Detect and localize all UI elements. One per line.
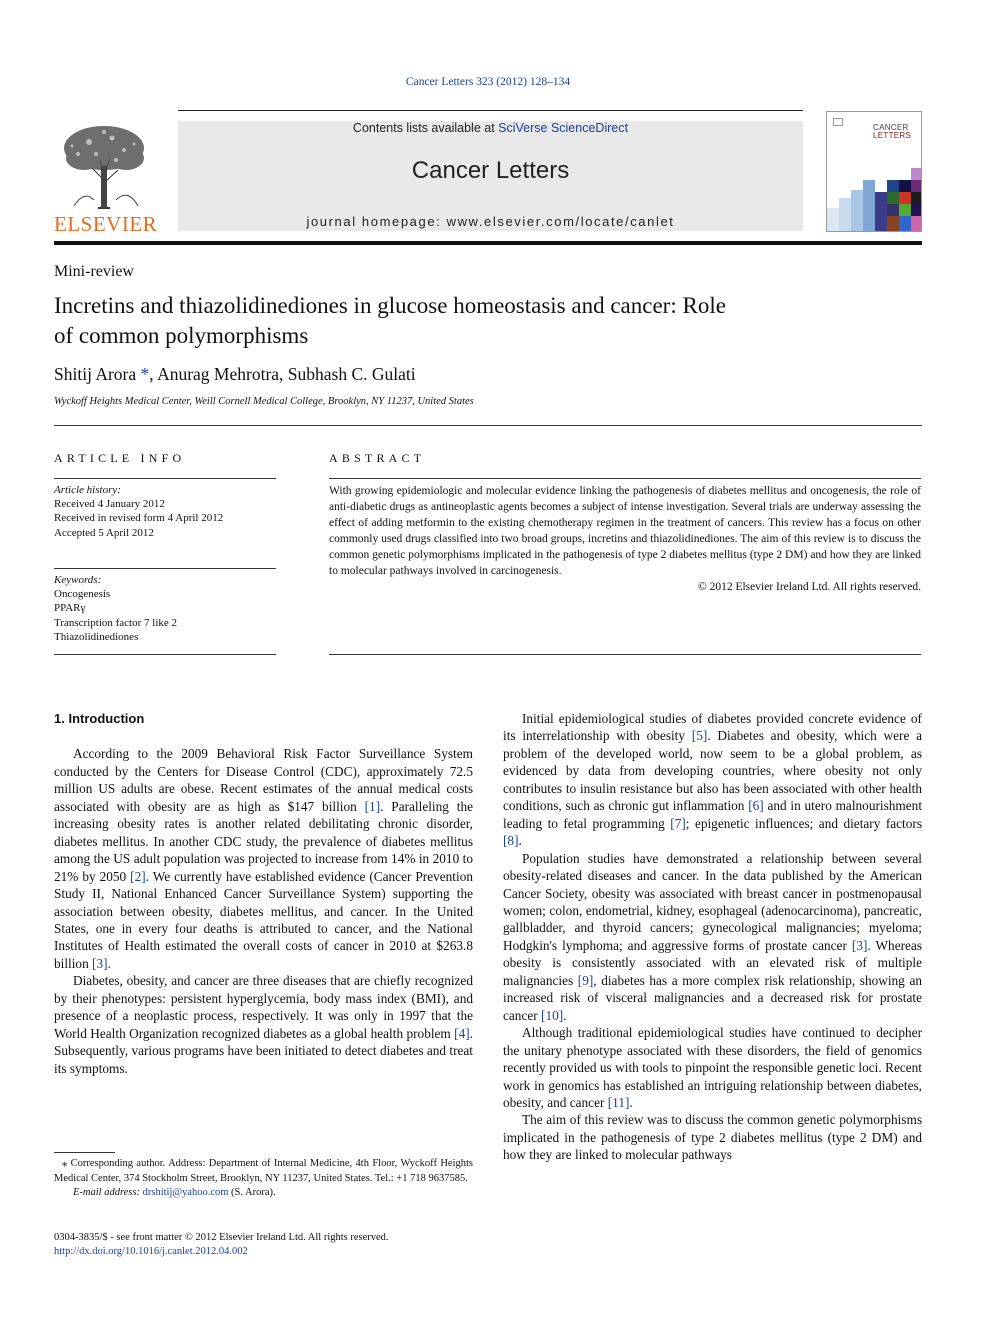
elsevier-tree-icon	[54, 120, 156, 212]
copyright-notice: © 2012 Elsevier Ireland Ltd. All rights reserved.	[697, 581, 921, 593]
article-type: Mini-review	[54, 263, 134, 280]
reference-link[interactable]: [5]	[691, 728, 708, 744]
corresponding-author-mark[interactable]: *	[140, 364, 150, 384]
divider	[54, 568, 276, 569]
divider	[329, 654, 921, 655]
doi-link[interactable]: http://dx.doi.org/10.1016/j.canlet.2012.04.002	[54, 1246, 248, 1257]
body-column-right	[503, 710, 922, 1164]
keyword: Oncogenesis	[54, 588, 111, 601]
keyword: PPARγ	[54, 602, 86, 615]
history-item: Received 4 January 2012	[54, 498, 165, 511]
email-link[interactable]: drshitij@yahoo.com	[142, 1187, 229, 1198]
bottom-meta	[54, 1231, 389, 1259]
reference-link[interactable]: [9]	[577, 972, 594, 988]
article-title: Incretins and thiazolidinediones in glucose homeostasis and cancer: Role of common polymorphisms	[54, 293, 726, 348]
author-name: Shitij Arora	[54, 364, 141, 384]
keywords: Keywords: Oncogenesis PPARγ Transcription factor 7 like 2 Thiazolidinediones	[54, 574, 178, 643]
issn-line: 0304-3835/$ - see front matter © 2012 Elsevier Ireland Ltd. All rights reserved.	[54, 1232, 389, 1243]
reference-link[interactable]: [7]	[670, 815, 686, 831]
reference-link[interactable]: [3]	[92, 955, 108, 971]
cover-mosaic-icon	[827, 112, 922, 232]
paragraph: Initial epidemiological studies of diabetes provided concrete evidence of its interrelationship with obesity [5]. Diabetes and obesity, which were a problem of the developed world, now seem to be a global problem, as evidenced by data from developing countries, where obesity not only contributes to insulin resistance but also has been associated with other health conditions, such as chronic gut inflammation [6] and in utero malnourishment leading to fetal programming [7]; epigenetic influences; and dietary factors [8].	[503, 711, 923, 849]
body-column-left	[54, 710, 473, 1077]
abstract-heading: ABSTRACT	[329, 451, 426, 465]
cover-title: CANCER LETTERS	[873, 123, 912, 140]
footnote-mark: ⁎	[62, 1158, 68, 1169]
elsevier-logo	[54, 120, 158, 236]
paragraph: The aim of this review was to discuss the common genetic polymorphisms implicated in the pathogenesis of type 2 diabetes mellitus (type 2 DM) and how they are linked to molecular pathways	[503, 1112, 922, 1163]
header-top-rule	[178, 110, 803, 111]
masthead-bottom-rule	[54, 241, 922, 245]
divider	[54, 478, 276, 479]
journal-name: Cancer Letters	[411, 157, 570, 184]
author-list: Shitij Arora *, Anurag Mehrotra, Subhash C. Gulati	[54, 364, 416, 384]
sciverse-link[interactable]: SciVerse ScienceDirect	[498, 121, 629, 135]
reference-link[interactable]: [10]	[541, 1007, 564, 1023]
reference-link[interactable]: [2]	[130, 868, 146, 884]
footnote-rule	[54, 1152, 115, 1153]
elsevier-wordmark: ELSEVIER	[54, 212, 158, 236]
reference-link[interactable]: [8]	[503, 833, 519, 849]
abstract-body: With growing epidemiologic and molecular evidence linking the pathogenesis of diabetes mellitus and oncogenesis, the role of anti-diabetic drugs as antineoplastic agents becomes a subject of intense investigation. Several trials are underway assessing the effect of adding metformin to the existing chemotherapy regimen in the treatment of cancers. This review has a focus on other commonly used drugs classified into two broad groups, incretins and thiazolidinediones. The aim of this review is to discuss the common genetic polymorphisms implicated in the pathogenesis of type 2 diabetes mellitus (type 2 DM) and how they are linked to molecular pathways involved in carcinogenesis. © 2012 Elsevier Ireland Ltd. All rights reserved.	[329, 485, 921, 593]
reference-link[interactable]: [6]	[748, 798, 764, 814]
section-heading: 1. Introduction	[54, 711, 145, 726]
divider	[329, 478, 921, 479]
paragraph: Diabetes, obesity, and cancer are three diseases that are chiefly recognized by their phenotypes: persistent hyperglycemia, body mass index (BMI), and presence of a neoplastic process, respectively. It was only in 1997 that the World Health Organization recognized diabetes as a global health problem [4]. Subsequently, various programs have been initiated to detect diabetes and treat its symptoms.	[54, 973, 473, 1076]
article-info-heading: ARTICLE INFO	[54, 451, 186, 465]
reference-link[interactable]: [3]	[851, 937, 868, 953]
affiliation: Wyckoff Heights Medical Center, Weill Cornell Medical College, Brooklyn, NY 11237, United States	[54, 396, 474, 407]
history-item: Received in revised form 4 April 2012	[54, 512, 224, 525]
paragraph: Although traditional epidemiological studies have continued to decipher the unitary phenotype associated with these disorders, the field of genomics recently provided us with tools to pinpoint the responsible genetic loci. Recent work in genomics has established an intriguing relationship between diabetes, obesity, and cancer [11].	[503, 1025, 922, 1110]
contents-line: Contents lists available at SciVerse ScienceDirect	[352, 121, 629, 135]
reference-link[interactable]: [1]	[364, 798, 381, 814]
paragraph: Population studies have demonstrated a relationship between several obesity-related diseases and cancer. In the data published by the American Cancer Society, obesity was associated with breast cancer in postmenopausal women; colon, endometrial, kidney, esophageal (adenocarcinoma), pancreatic, gallbladder, and thyroid cancers; gynecological malignancies; myeloma; Hodgkin's lymphoma; and aggressive forms of prostate cancer [3]. Whereas obesity is consistently associated with an elevated risk of multiple malignancies [9], diabetes has a more complex risk relationship, showing an increased risk of visceral malignancies and a decreased risk for prostate cancer [10].	[503, 850, 922, 1023]
journal-citation[interactable]: Cancer Letters 323 (2012) 128–134	[405, 76, 571, 88]
journal-homepage[interactable]: journal homepage: www.elsevier.com/locate/canlet	[306, 214, 675, 229]
journal-cover-thumbnail[interactable]	[826, 111, 922, 232]
keyword: Thiazolidinediones	[54, 630, 139, 643]
paragraph: According to the 2009 Behavioral Risk Factor Surveillance System conducted by the Centers for Disease Control (CDC), approximately 72.5 million US adults are obese. Recent estimates of the annual medical costs associated with obesity are as high as $147 billion [1]. Paralleling the increasing obesity rates is another related debilitating chronic disorder, diabetes mellitus. In another CDC study, the prevalence of diabetes mellitus among the US adult population was projected to increase from 14% in 2010 to 21% by 2050 [2]. We currently have established evidence (Cancer Prevention Study II, National Enhanced Cancer Surveillance System) supporting the association between obesity, diabetes mellitus, and cancer. In the United States, one in every four deaths is attributed to cancer, and the National Institutes of Health estimated the overall costs of cancer in 2010 at $263.8 billion [3].	[54, 746, 473, 971]
reference-link[interactable]: [4]	[454, 1025, 470, 1041]
footnote: ⁎ Corresponding author. Address: Department of Internal Medicine, 4th Floor, Wyckoff Heights Medical Center, 374 Stockholm Street, Brooklyn, NY 11237, United States. Tel.: +1 718 9637585. E-mail address: drshitij@yahoo.com (S. Arora).	[54, 1158, 473, 1198]
divider	[54, 425, 922, 426]
reference-link[interactable]: [11]	[607, 1094, 630, 1110]
history-item: Accepted 5 April 2012	[54, 526, 154, 539]
keyword: Transcription factor 7 like 2	[54, 616, 178, 629]
divider	[54, 654, 276, 655]
article-history: Article history: Received 4 January 2012 Received in revised form 4 April 2012 Accepted 5 April 2012	[54, 484, 224, 539]
